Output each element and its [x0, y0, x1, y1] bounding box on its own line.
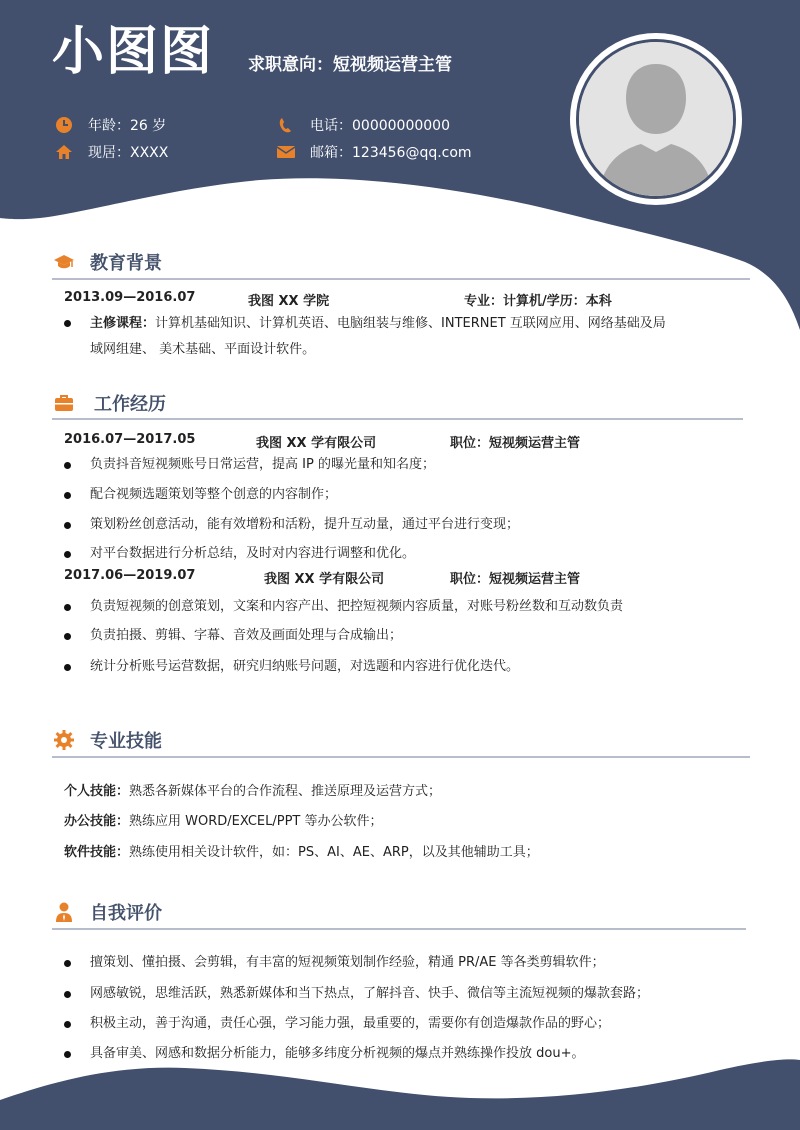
- section-work: [52, 390, 166, 416]
- job2-position: 职位：短视频运营主管: [450, 572, 581, 587]
- work-title: 工作经历: [94, 394, 166, 415]
- briefcase-icon: [52, 391, 76, 415]
- bullet: [64, 462, 71, 469]
- bullet: [64, 604, 71, 611]
- self-eval-title: 自我评价: [90, 903, 162, 924]
- gear-icon: [52, 728, 76, 752]
- candidate-name: 小图图: [52, 22, 215, 82]
- mail-icon: [276, 142, 296, 162]
- bullet: [64, 492, 71, 499]
- courses-line1: 计算机基础知识、计算机英语、电脑组装与维修、INTERNET 互联网应用、网络基础及局: [155, 316, 666, 331]
- job1-item: 策划粉丝创意活动，能有效增粉和活粉，提升互动量，通过平台进行变现；: [90, 517, 520, 532]
- self-eval-divider: [52, 928, 746, 930]
- self-eval-item: 擅策划、懂拍摄、会剪辑，有丰富的短视频策划制作经验，精通 PR/AE 等各类剪辑软件；: [90, 955, 605, 970]
- job-intent: 求职意向：短视频运营主管: [248, 55, 452, 75]
- job2-item: 负责短视频的创意策划，文案和内容产出、把控短视频内容质量，对账号粉丝数和互动数负责: [90, 599, 624, 614]
- job2-item: 统计分析账号运营数据，研究归纳账号问题，对选题和内容进行优化迭代。: [90, 659, 520, 674]
- section-self-eval: [52, 899, 162, 925]
- job1-company: 我图 XX 学有限公司: [256, 436, 377, 451]
- bullet: [64, 522, 71, 529]
- skill-row: [64, 810, 383, 829]
- avatar: [570, 33, 742, 205]
- job2-item: 负责拍摄、剪辑、字幕、音效及画面处理与合成输出；: [90, 628, 403, 643]
- skill-row: [64, 780, 441, 799]
- phone-info: [276, 115, 450, 135]
- education-divider: [52, 278, 750, 280]
- skill-text: 熟练使用相关设计软件，如：PS、AI、AE、ARP，以及其他辅助工具；: [129, 845, 539, 860]
- bullet: [64, 1051, 71, 1058]
- bullet: [64, 633, 71, 640]
- bullet: [64, 960, 71, 967]
- job2-company: 我图 XX 学有限公司: [264, 572, 385, 587]
- education-date: 2013.09—2016.07: [64, 290, 196, 305]
- phone-label: 电话：00000000000: [310, 118, 450, 134]
- bullet: [64, 664, 71, 671]
- bullet: [64, 551, 71, 558]
- self-eval-item: 积极主动，善于沟通，责任心强，学习能力强，最重要的，需要你有创造爆款作品的野心；: [90, 1016, 611, 1031]
- skills-divider: [52, 756, 750, 758]
- residence-info: [54, 142, 168, 162]
- education-school: 我图 XX 学院: [248, 294, 330, 309]
- section-skills: [52, 727, 162, 753]
- skill-label: 软件技能：: [64, 845, 130, 860]
- email-label: 邮箱：123456@qq.com: [310, 145, 472, 161]
- bullet: [64, 320, 71, 327]
- section-education: [52, 249, 162, 275]
- job1-date: 2016.07—2017.05: [64, 432, 196, 447]
- clock-icon: [54, 115, 74, 135]
- skill-label: 个人技能：: [64, 784, 130, 799]
- education-courses: [90, 311, 750, 363]
- self-eval-item: 网感敏锐，思维活跃，熟悉新媒体和当下热点，了解抖音、快手、微信等主流短视频的爆款套路；: [90, 986, 650, 1001]
- email-info: [276, 142, 472, 162]
- bullet: [64, 991, 71, 998]
- work-divider: [52, 418, 743, 420]
- self-eval-item: 具备审美、网感和数据分析能力，能够多纬度分析视频的爆点并熟练操作投放 dou+。: [90, 1046, 585, 1061]
- graduation-cap-icon: [52, 250, 76, 274]
- avatar-photo: [576, 39, 736, 199]
- job2-date: 2017.06—2019.07: [64, 568, 196, 583]
- skills-title: 专业技能: [90, 731, 162, 752]
- education-title: 教育背景: [90, 253, 162, 274]
- education-major: 专业：计算机/学历：本科: [464, 294, 612, 309]
- job1-position: 职位：短视频运营主管: [450, 436, 581, 451]
- job1-item: 配合视频选题策划等整个创意的内容制作；: [90, 487, 338, 502]
- home-icon: [54, 142, 74, 162]
- residence-label: 现居：XXXX: [88, 145, 169, 161]
- courses-label: 主修课程：: [90, 316, 156, 331]
- job1-item: 对平台数据进行分析总结，及时对内容进行调整和优化。: [90, 546, 416, 561]
- age-label: 年龄：26 岁: [88, 118, 167, 134]
- person-silhouette-icon: [579, 42, 733, 196]
- skill-row: [64, 841, 539, 860]
- age-info: [54, 115, 166, 135]
- phone-icon: [276, 115, 296, 135]
- bullet: [64, 1021, 71, 1028]
- job1-item: 负责抖音短视频账号日常运营，提高 IP 的曝光量和知名度；: [90, 457, 435, 472]
- skill-label: 办公技能：: [64, 814, 130, 829]
- courses-line2: 域网组建、 美术基础、平面设计软件。: [90, 342, 316, 357]
- skill-text: 熟练应用 WORD/EXCEL/PPT 等办公软件；: [129, 814, 383, 829]
- person-icon: [52, 900, 76, 924]
- skill-text: 熟悉各新媒体平台的合作流程、推送原理及运营方式；: [129, 784, 442, 799]
